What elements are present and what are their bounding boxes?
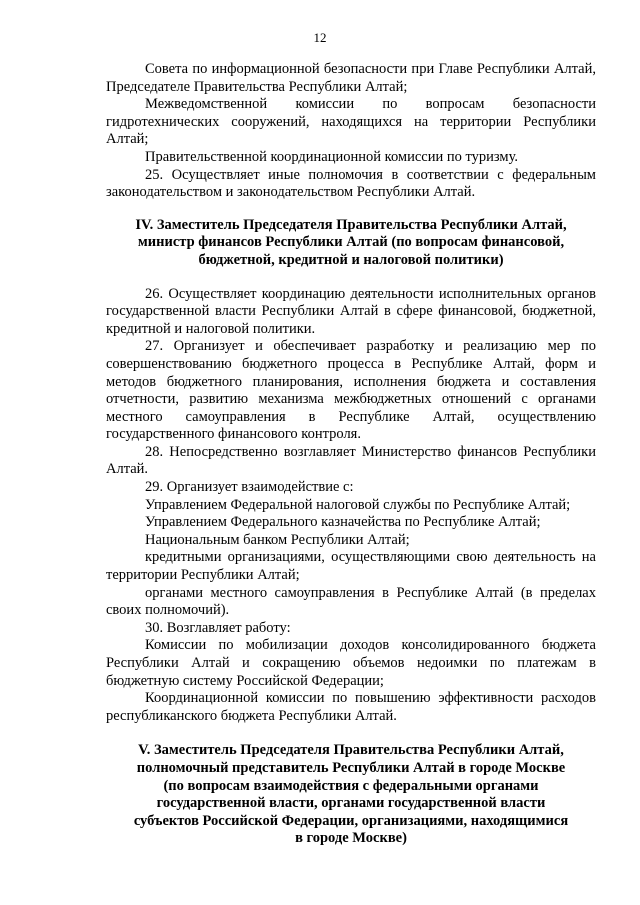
spacer (106, 725, 596, 742)
paragraph: Управлением Федерального казначейства по Республике Алтай; (145, 514, 541, 531)
paragraph: 30. Возглавляет работу: (145, 619, 291, 636)
paragraph: Межведомственной комиссии по вопросам безопасности гидротехнических сооружений, находящихся на территории Республики Алтай; (106, 96, 596, 148)
paragraph: кредитными организациями, осуществляющими свою деятельность на территории Республики Алтай; (106, 549, 596, 584)
paragraph: Совета по информационной безопасности при Главе Республики Алтай, Председателе Правительства Республики Алтай; (106, 61, 596, 95)
paragraph: органами местного самоуправления в Республике Алтай (в пределах своих полномочий). (106, 584, 596, 619)
paragraph: 29. Организует взаимодействие с: (145, 479, 354, 496)
spacer (106, 270, 596, 286)
paragraph: Правительственной координационной комиссии по туризму. (145, 148, 519, 165)
paragraph: 28. Непосредственно возглавляет Министерство финансов Республики Алтай. (106, 443, 596, 478)
section-iv-heading (106, 217, 596, 270)
spacer (106, 202, 596, 217)
paragraph: 25. Осуществляет иные полномочия в соответствии с федеральным законодательством и законодательством Республики Алтай. (106, 166, 596, 201)
page-number: 12 (313, 30, 327, 45)
document-body (106, 61, 596, 848)
paragraph: 26. Осуществляет координацию деятельности исполнительных органов государственной власти Республики Алтай в сфере финансовой, бюджетной, кредитной и налоговой политики. (106, 285, 596, 337)
heading-line: (по вопросам взаимодействия с федеральными органами (163, 777, 539, 794)
heading-line: государственной власти, органами государственной власти (156, 795, 546, 812)
heading-line: министр финансов Республики Алтай (по вопросам финансовой, (137, 234, 565, 251)
heading-line: V. Заместитель Председателя Правительства Республики Алтай, (138, 742, 564, 759)
heading-line: субъектов Российской Федерации, организациями, находящимися (133, 812, 569, 829)
paragraph: Координационной комиссии по повышению эффективности расходов республиканского бюджета Республики Алтай. (106, 690, 596, 724)
heading-line: в городе Москве) (295, 830, 407, 847)
paragraph: Национальным банком Республики Алтай; (145, 531, 410, 548)
section-v-heading (106, 742, 596, 848)
paragraph: Комиссии по мобилизации доходов консолидированного бюджета Республики Алтай и сокращению объемов недоимки по платежам в бюджетную систему Российской Федерации; (106, 637, 596, 689)
heading-line: IV. Заместитель Председателя Правительства Республики Алтай, (135, 216, 567, 233)
paragraph: 27. Организует и обеспечивает разработку и реализацию мер по совершенствованию бюджетного процесса в Республике Алтай, форм и методов бюджетного планирования, исполнения бюджета и составления отчетности, развитию механизма межбюджетных отношений с органами местного самоуправления в Республике Алтай, осуществлению государственного финансового контроля. (106, 338, 596, 443)
paragraph: Управлением Федеральной налоговой службы по Республике Алтай; (145, 496, 571, 513)
heading-line: бюджетной, кредитной и налоговой политики) (198, 251, 504, 268)
heading-line: полномочный представитель Республики Алтай в городе Москве (136, 759, 566, 776)
